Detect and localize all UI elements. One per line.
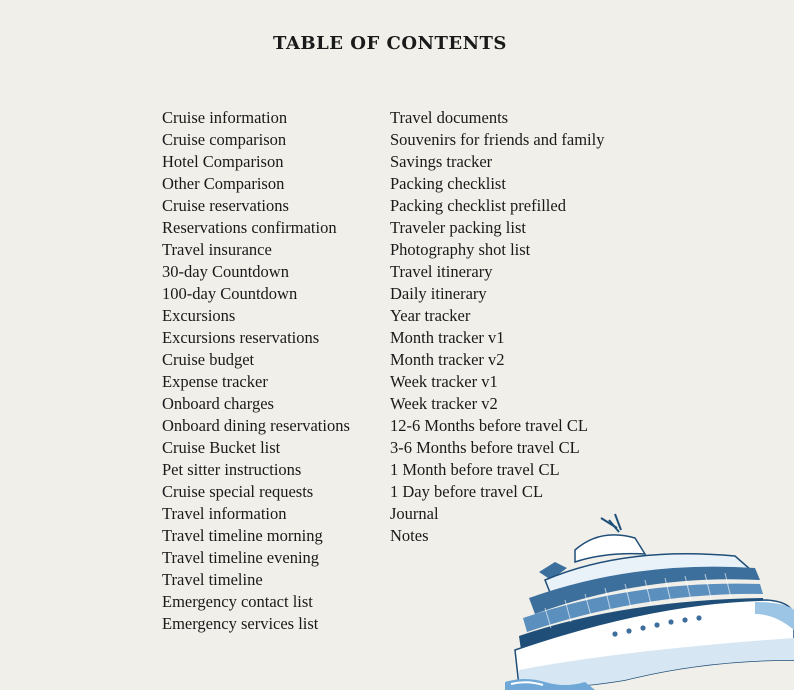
toc-item: Journal <box>390 504 439 523</box>
toc-item: Cruise Bucket list <box>162 438 281 457</box>
toc-item: Year tracker <box>390 306 471 325</box>
toc-item: Travel documents <box>390 108 509 127</box>
toc-item: 100-day Countdown <box>162 284 298 303</box>
toc-item: Emergency contact list <box>162 592 313 611</box>
toc-item: 30-day Countdown <box>162 262 289 281</box>
toc-item: Excursions <box>162 306 236 325</box>
toc-item: Cruise special requests <box>162 482 314 501</box>
toc-left-column <box>162 107 350 635</box>
toc-item: Expense tracker <box>162 372 268 391</box>
toc-item: Week tracker v2 <box>390 394 498 413</box>
toc-item: Reservations confirmation <box>162 218 337 237</box>
mast <box>601 514 621 532</box>
toc-item: Onboard dining reservations <box>162 416 350 435</box>
page-title: TABLE OF CONTENTS <box>273 33 507 54</box>
toc-item: Cruise budget <box>162 350 255 369</box>
toc-item: Month tracker v1 <box>390 328 505 347</box>
toc-item: Packing checklist prefilled <box>390 196 566 215</box>
toc-item: Other Comparison <box>162 174 285 193</box>
toc-item: Travel information <box>162 504 287 523</box>
toc-item: Excursions reservations <box>162 328 320 347</box>
toc-item: Savings tracker <box>390 152 493 171</box>
toc-item: Hotel Comparison <box>162 152 284 171</box>
toc-item: Month tracker v2 <box>390 350 505 369</box>
toc-item: Souvenirs for friends and family <box>390 130 605 149</box>
toc-item: Traveler packing list <box>390 218 526 237</box>
toc-item: 1 Month before travel CL <box>390 460 560 479</box>
toc-item: Travel insurance <box>162 240 272 259</box>
cruise-ship-icon <box>505 510 794 690</box>
toc-item: Travel timeline evening <box>162 548 320 567</box>
toc-item: 3-6 Months before travel CL <box>390 438 580 457</box>
toc-item: Photography shot list <box>390 240 531 259</box>
toc-item: Cruise comparison <box>162 130 287 149</box>
toc-item: 1 Day before travel CL <box>390 482 544 501</box>
toc-item: Travel timeline <box>162 570 263 589</box>
toc-item: Emergency services list <box>162 614 319 633</box>
toc-item: Onboard charges <box>162 394 274 413</box>
toc-item: 12-6 Months before travel CL <box>390 416 588 435</box>
toc-item: Cruise reservations <box>162 196 289 215</box>
toc-item: Packing checklist <box>390 174 506 193</box>
toc-item: Pet sitter instructions <box>162 460 302 479</box>
toc-item: Travel timeline morning <box>162 526 323 545</box>
toc-item: Notes <box>390 526 429 545</box>
toc-item: Travel itinerary <box>390 262 493 281</box>
toc-item: Cruise information <box>162 108 288 127</box>
toc-item: Week tracker v1 <box>390 372 498 391</box>
toc-right-column <box>390 107 605 547</box>
toc-item: Daily itinerary <box>390 284 487 303</box>
